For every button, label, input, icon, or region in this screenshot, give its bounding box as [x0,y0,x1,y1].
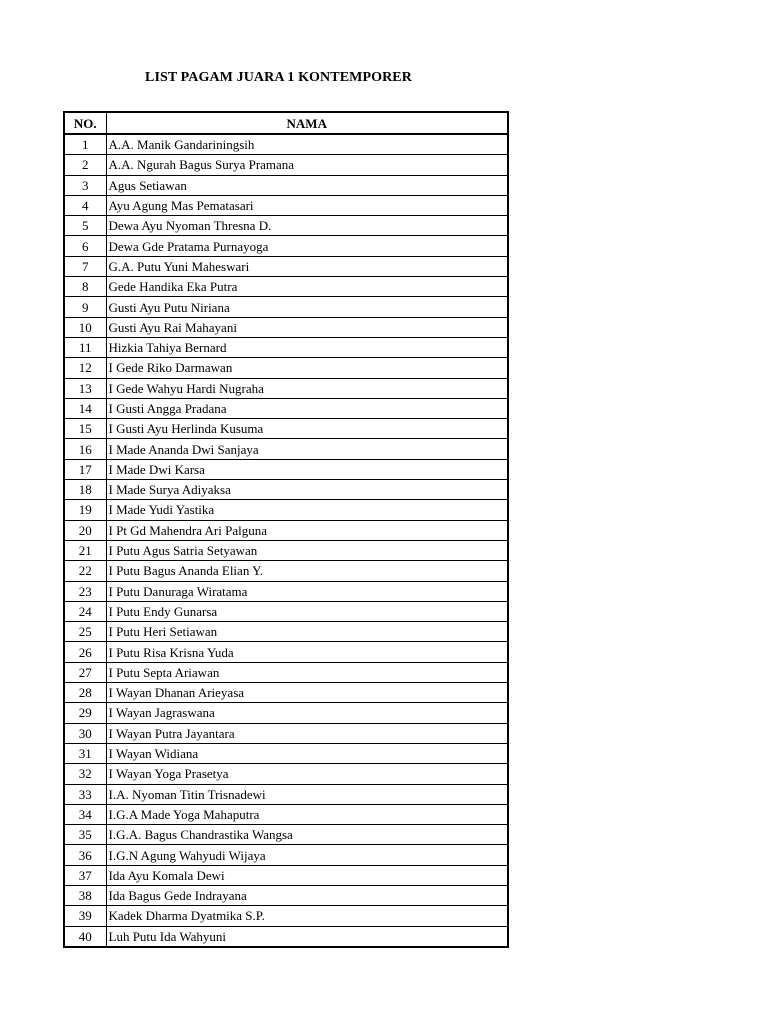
row-number-cell: 24 [64,601,106,621]
name-cell: I.A. Nyoman Titin Trisnadewi [106,784,508,804]
name-cell: I Made Yudi Yastika [106,500,508,520]
name-cell: I Wayan Putra Jayantara [106,723,508,743]
name-cell: Gusti Ayu Rai Mahayani [106,317,508,337]
row-number-cell: 5 [64,216,106,236]
row-number-cell: 28 [64,683,106,703]
table-row [64,642,508,662]
table-row [64,926,508,947]
table-row [64,845,508,865]
name-cell: I Putu Bagus Ananda Elian Y. [106,561,508,581]
table-row [64,256,508,276]
row-number-cell: 10 [64,317,106,337]
name-cell: I Wayan Widiana [106,743,508,763]
name-cell: Kadek Dharma Dyatmika S.P. [106,906,508,926]
name-cell: G.A. Putu Yuni Maheswari [106,256,508,276]
row-number-cell: 18 [64,480,106,500]
table-row [64,439,508,459]
table-row [64,134,508,155]
row-number-cell: 26 [64,642,106,662]
table-row [64,337,508,357]
name-cell: I Made Dwi Karsa [106,459,508,479]
table-row [64,216,508,236]
row-number-cell: 32 [64,764,106,784]
name-cell: I Putu Risa Krisna Yuda [106,642,508,662]
name-cell: I Putu Septa Ariawan [106,662,508,682]
name-cell: I Gusti Angga Pradana [106,398,508,418]
row-number-cell: 38 [64,885,106,905]
name-cell: I Gede Riko Darmawan [106,358,508,378]
row-number-cell: 20 [64,520,106,540]
row-number-cell: 17 [64,459,106,479]
name-cell: I Wayan Jagraswana [106,703,508,723]
row-number-cell: 30 [64,723,106,743]
name-cell: I Pt Gd Mahendra Ari Palguna [106,520,508,540]
name-cell: Ida Bagus Gede Indrayana [106,885,508,905]
name-cell: Luh Putu Ida Wahyuni [106,926,508,947]
name-cell: A.A. Manik Gandariningsih [106,134,508,155]
table-row [64,195,508,215]
name-list-table [63,111,509,948]
table-row [64,236,508,256]
name-cell: Hizkia Tahiya Bernard [106,337,508,357]
name-cell: Dewa Ayu Nyoman Thresna D. [106,216,508,236]
table-row [64,277,508,297]
table-row [64,561,508,581]
row-number-cell: 33 [64,784,106,804]
row-number-cell: 31 [64,743,106,763]
table-row [64,175,508,195]
row-number-cell: 40 [64,926,106,947]
name-cell: I.G.A Made Yoga Mahaputra [106,804,508,824]
row-number-cell: 13 [64,378,106,398]
table-row [64,419,508,439]
name-cell: I Putu Danuraga Wiratama [106,581,508,601]
row-number-cell: 22 [64,561,106,581]
table-row [64,358,508,378]
table-row [64,662,508,682]
table-row [64,459,508,479]
row-number-cell: 15 [64,419,106,439]
table-row [64,683,508,703]
name-cell: Gede Handika Eka Putra [106,277,508,297]
table-row [64,804,508,824]
name-cell: I Wayan Dhanan Arieyasa [106,683,508,703]
row-number-cell: 19 [64,500,106,520]
table-row [64,784,508,804]
name-cell: Dewa Gde Pratama Purnayoga [106,236,508,256]
row-number-cell: 29 [64,703,106,723]
name-cell: Agus Setiawan [106,175,508,195]
row-number-cell: 25 [64,622,106,642]
document-title: LIST PAGAM JUARA 1 KONTEMPORER [145,70,412,85]
row-number-cell: 23 [64,581,106,601]
table-row [64,378,508,398]
table-row [64,398,508,418]
name-cell: Gusti Ayu Putu Niriana [106,297,508,317]
row-number-cell: 35 [64,825,106,845]
column-header-name: NAMA [106,112,508,134]
row-number-cell: 8 [64,277,106,297]
row-number-cell: 14 [64,398,106,418]
name-cell: I Putu Agus Satria Setyawan [106,540,508,560]
table-row [64,865,508,885]
table-row [64,520,508,540]
name-cell: Ayu Agung Mas Pematasari [106,195,508,215]
name-cell: I Gusti Ayu Herlinda Kusuma [106,419,508,439]
table-row [64,601,508,621]
name-cell: I Made Surya Adiyaksa [106,480,508,500]
name-cell: I Made Ananda Dwi Sanjaya [106,439,508,459]
table-header-row [64,112,508,134]
column-header-no: NO. [64,112,106,134]
table-row [64,317,508,337]
table-body [64,134,508,947]
table-row [64,581,508,601]
row-number-cell: 12 [64,358,106,378]
row-number-cell: 21 [64,540,106,560]
table-row [64,155,508,175]
table-row [64,743,508,763]
name-cell: I Putu Heri Setiawan [106,622,508,642]
name-cell: I Putu Endy Gunarsa [106,601,508,621]
name-cell: I Wayan Yoga Prasetya [106,764,508,784]
name-cell: I Gede Wahyu Hardi Nugraha [106,378,508,398]
table-row [64,540,508,560]
table-row [64,500,508,520]
name-cell: Ida Ayu Komala Dewi [106,865,508,885]
row-number-cell: 9 [64,297,106,317]
row-number-cell: 36 [64,845,106,865]
table-row [64,480,508,500]
name-cell: A.A. Ngurah Bagus Surya Pramana [106,155,508,175]
table-row [64,723,508,743]
name-cell: I.G.A. Bagus Chandrastika Wangsa [106,825,508,845]
row-number-cell: 11 [64,337,106,357]
row-number-cell: 7 [64,256,106,276]
table-row [64,297,508,317]
row-number-cell: 4 [64,195,106,215]
row-number-cell: 34 [64,804,106,824]
row-number-cell: 2 [64,155,106,175]
row-number-cell: 1 [64,134,106,155]
row-number-cell: 6 [64,236,106,256]
row-number-cell: 3 [64,175,106,195]
row-number-cell: 37 [64,865,106,885]
table-row [64,906,508,926]
table-row [64,764,508,784]
table-row [64,703,508,723]
row-number-cell: 27 [64,662,106,682]
table-row [64,885,508,905]
row-number-cell: 39 [64,906,106,926]
row-number-cell: 16 [64,439,106,459]
table-row [64,622,508,642]
table-row [64,825,508,845]
name-cell: I.G.N Agung Wahyudi Wijaya [106,845,508,865]
